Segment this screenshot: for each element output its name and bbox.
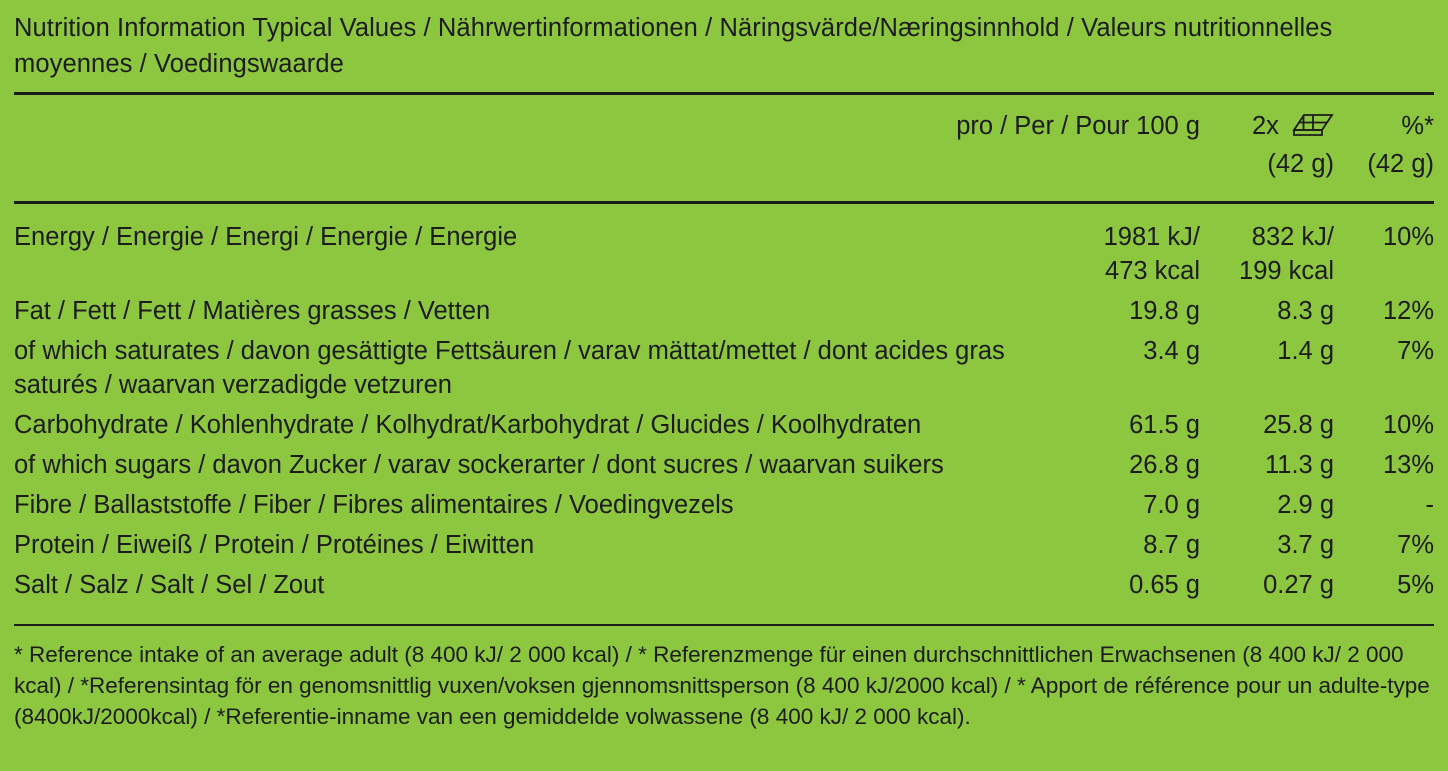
row-label: of which saturates / davon gesättigte Fettsäuren / varav mättat/mettet / dont acides gras saturés / waarvan verzadigde vetzuren bbox=[14, 336, 1005, 399]
row-portion: 3.7 g bbox=[1277, 530, 1334, 559]
header-portion-weight: (42 g) bbox=[1267, 150, 1334, 178]
row-portion: 1.4 g bbox=[1277, 336, 1334, 365]
row-percent: 10% bbox=[1382, 222, 1434, 251]
row-label: Protein / Eiweiß / Protein / Protéines / Eiwitten bbox=[14, 530, 535, 559]
row-portion: 8.3 g bbox=[1277, 296, 1334, 325]
nutrition-header-table bbox=[14, 109, 1434, 181]
row-per-100g: 3.4 g bbox=[1143, 336, 1200, 365]
row-label: of which sugars / davon Zucker / varav sockerarter / dont sucres / waarvan suikers bbox=[14, 450, 944, 479]
row-per-100g: 61.5 g bbox=[1129, 410, 1200, 439]
row-label: Fat / Fett / Fett / Matières grasses / Vetten bbox=[14, 296, 491, 325]
table-row bbox=[14, 220, 1434, 288]
table-row bbox=[14, 482, 1434, 522]
header-per-100g: pro / Per / Pour 100 g bbox=[956, 112, 1200, 140]
row-label: Energy / Energie / Energi / Energie / Energie bbox=[14, 222, 518, 251]
nutrition-values-table bbox=[14, 220, 1434, 602]
table-row bbox=[14, 562, 1434, 602]
row-per-100g bbox=[1028, 220, 1200, 288]
row-per-100g: 8.7 g bbox=[1143, 530, 1200, 559]
header-blank-cell-2 bbox=[14, 147, 934, 181]
table-row bbox=[14, 442, 1434, 482]
footnote-reference-intake: * Reference intake of an average adult (8 400 kJ/ 2 000 kcal) / * Referenzmenge für einen durchschnittlichen Erwachsenen (8 400 kJ/ 2 000 kcal) / *Referensintag för en genomsnittlig vuxen/voksen gjennomsnittsperson (8 400 kJ/2000 kcal) / * Apport de référence pour un adulte-type (8400kJ/2000kcal) / *Referentie-inname van een gemiddelde volwassene (8 400 kJ/ 2 000 kcal). bbox=[14, 642, 1430, 729]
row-per-100g-line2: 473 kcal bbox=[1105, 256, 1200, 285]
row-portion: 2.9 g bbox=[1277, 490, 1334, 519]
table-row bbox=[14, 522, 1434, 562]
row-portion: 25.8 g bbox=[1263, 410, 1334, 439]
table-row bbox=[14, 402, 1434, 442]
row-per-100g-line1: 1981 kJ/ bbox=[1103, 222, 1200, 251]
row-label: Carbohydrate / Kohlenhydrate / Kolhydrat/Karbohydrat / Glucides / Koolhydraten bbox=[14, 410, 922, 439]
row-per-100g: 26.8 g bbox=[1129, 450, 1200, 479]
header-portion bbox=[1200, 109, 1334, 147]
row-per-100g: 0.65 g bbox=[1129, 570, 1200, 599]
table-row bbox=[14, 288, 1434, 328]
table-header bbox=[14, 95, 1434, 191]
header-blank-cell-3 bbox=[934, 147, 1200, 181]
header-percent-weight: (42 g) bbox=[1367, 150, 1434, 178]
row-per-100g: 19.8 g bbox=[1129, 296, 1200, 325]
header-percent: %* bbox=[1401, 112, 1434, 140]
header-portion-count: 2x bbox=[1251, 112, 1279, 140]
row-percent: 7% bbox=[1397, 336, 1434, 365]
row-percent: 12% bbox=[1382, 296, 1434, 325]
row-percent: - bbox=[1425, 490, 1434, 519]
row-percent: 10% bbox=[1382, 410, 1434, 439]
row-portion: 0.27 g bbox=[1263, 570, 1334, 599]
row-portion-line1: 832 kJ/ bbox=[1251, 222, 1334, 251]
row-portion: 11.3 g bbox=[1264, 450, 1334, 479]
row-label: Salt / Salz / Salt / Sel / Zout bbox=[14, 570, 325, 599]
row-label: Fibre / Ballaststoffe / Fiber / Fibres alimentaires / Voedingvezels bbox=[14, 490, 734, 519]
header-row-primary bbox=[14, 109, 1434, 147]
header-row-secondary bbox=[14, 147, 1434, 181]
page-title: Nutrition Information Typical Values / Nährwertinformationen / Näringsvärde/Næringsinnhold / Valeurs nutritionnelles moyennes / Voedingswaarde bbox=[14, 14, 1333, 78]
chocolate-bar-icon bbox=[1292, 112, 1334, 147]
header-blank-cell bbox=[14, 109, 934, 147]
row-portion-line2: 199 kcal bbox=[1239, 256, 1334, 285]
row-percent: 5% bbox=[1397, 570, 1434, 599]
row-percent: 13% bbox=[1382, 450, 1434, 479]
table-row bbox=[14, 328, 1434, 402]
row-percent: 7% bbox=[1397, 530, 1434, 559]
row-portion bbox=[1200, 220, 1334, 288]
table-body bbox=[14, 204, 1434, 614]
row-per-100g: 7.0 g bbox=[1143, 490, 1200, 519]
